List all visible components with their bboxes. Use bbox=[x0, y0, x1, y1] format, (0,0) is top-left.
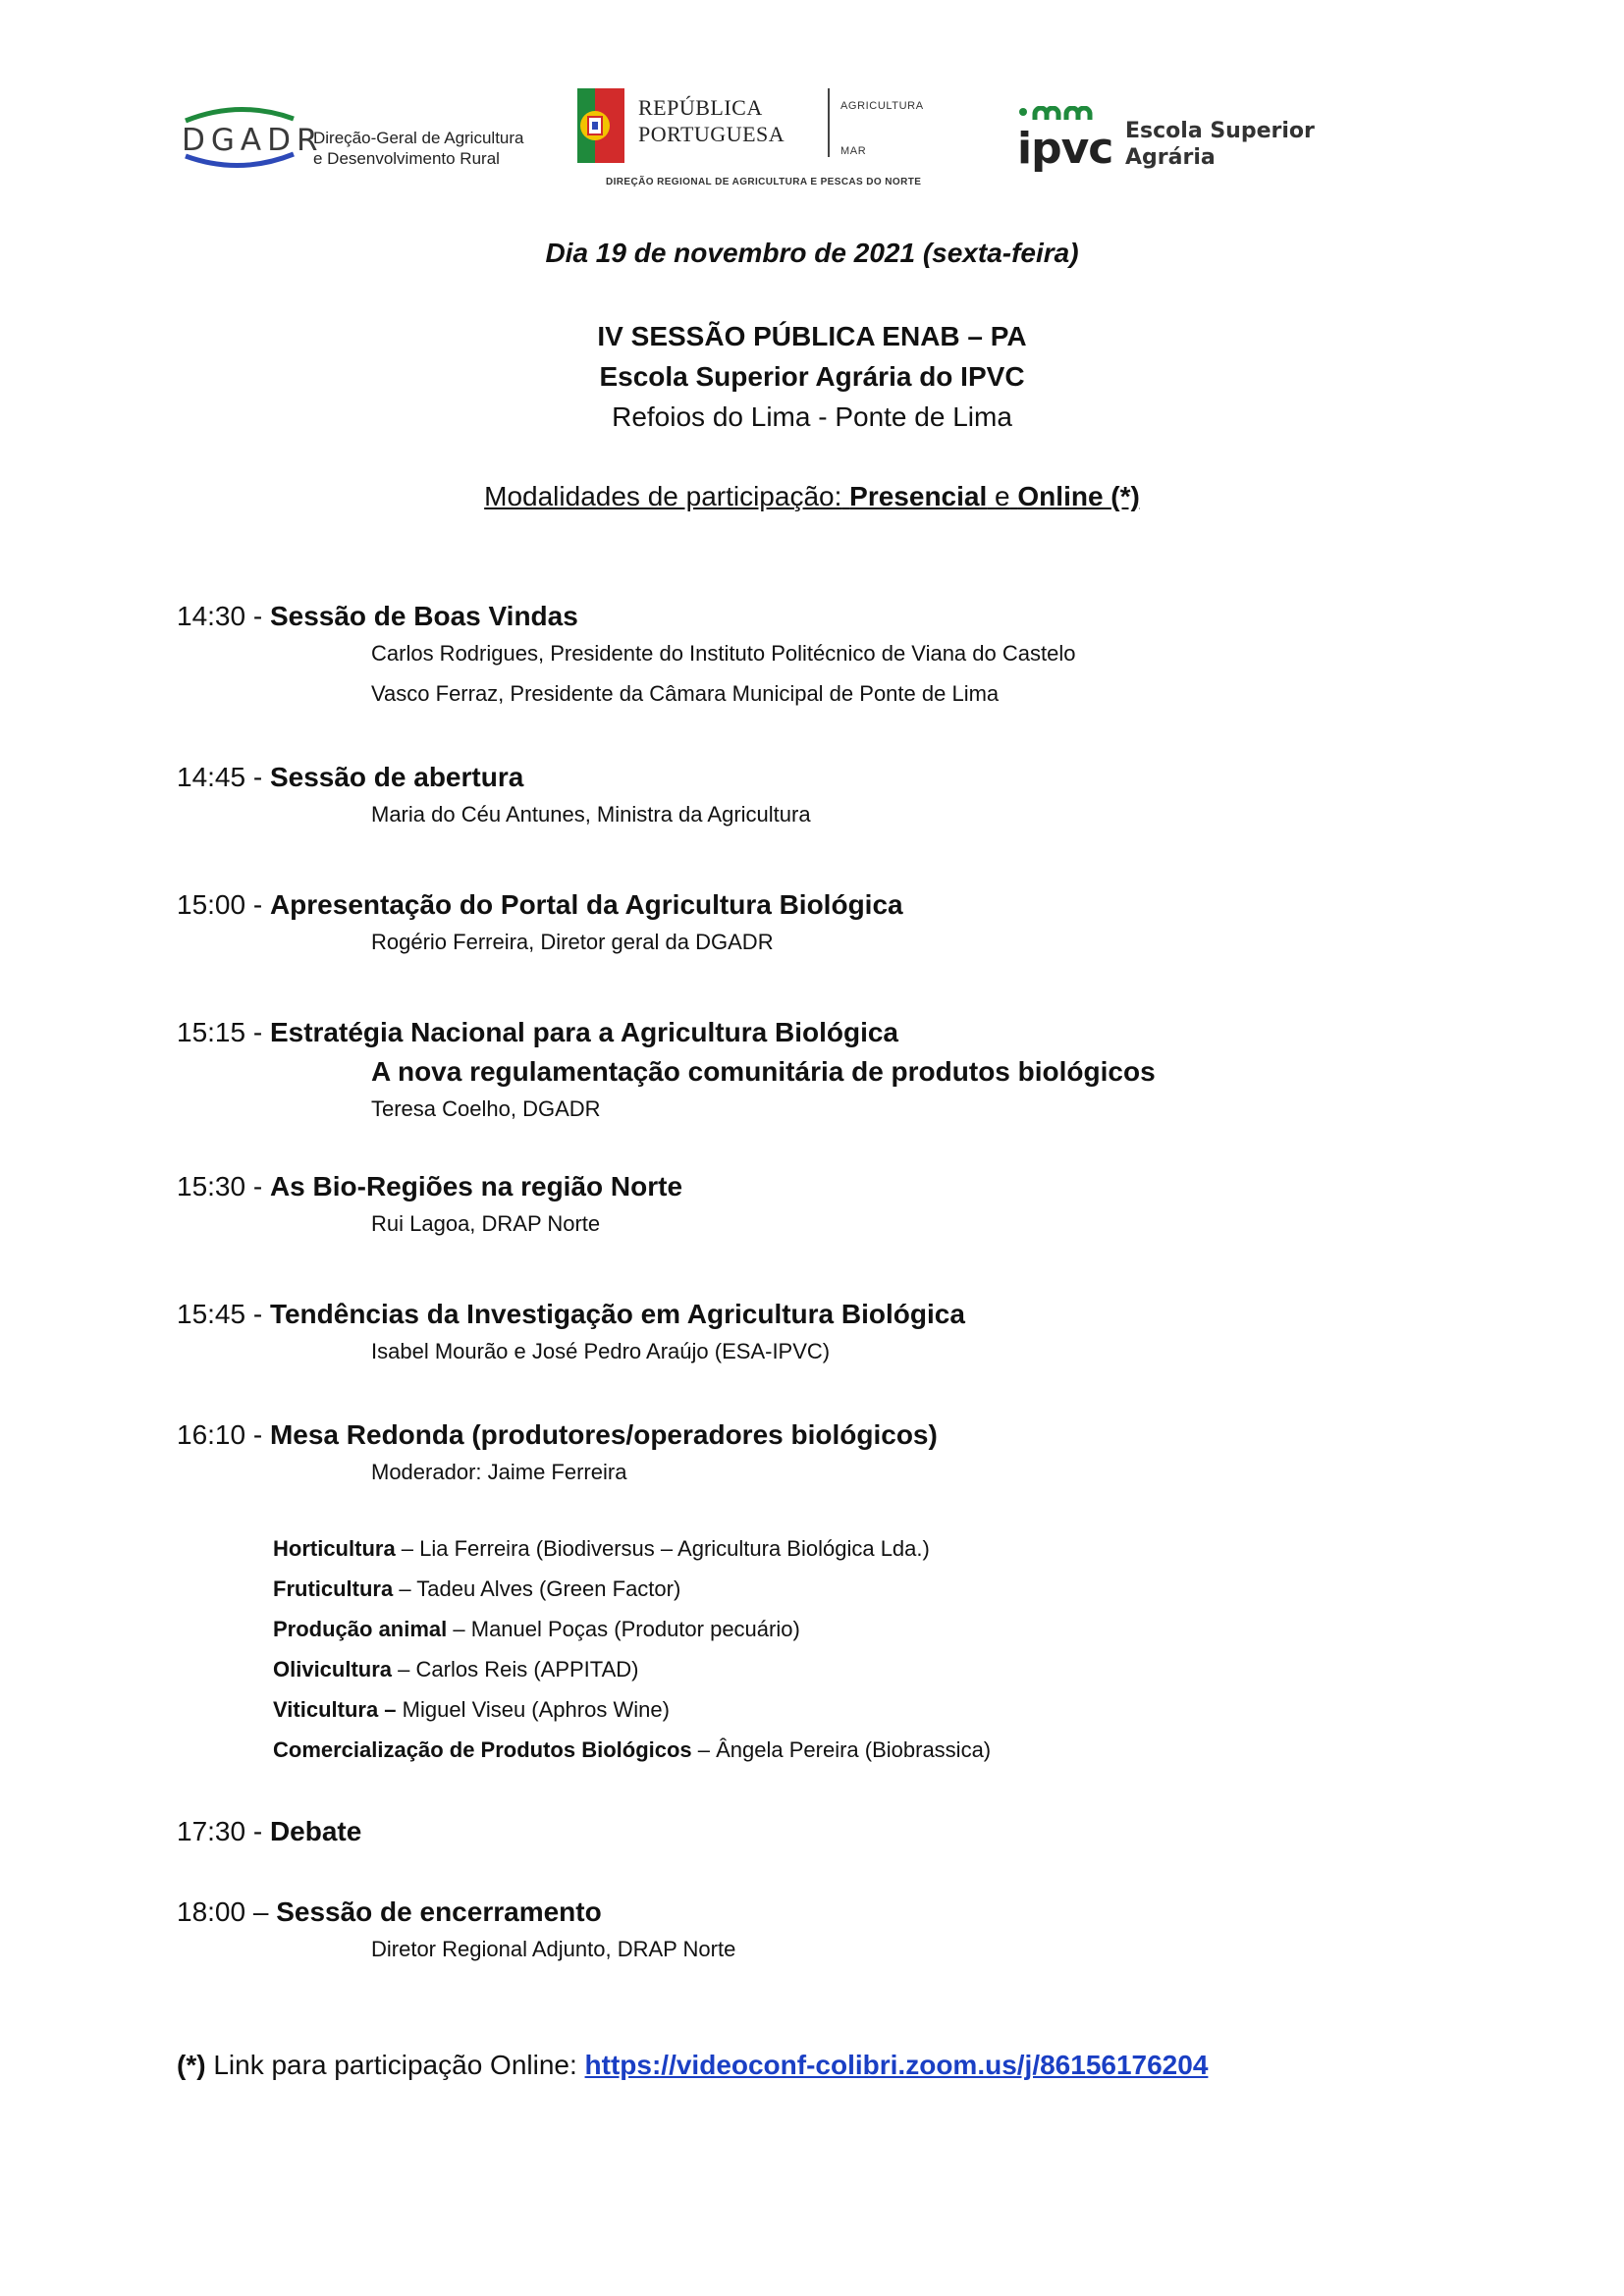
item-time: 14:45 - bbox=[177, 762, 263, 792]
speaker: Diretor Regional Adjunto, DRAP Norte bbox=[371, 1937, 736, 1961]
programme-item bbox=[177, 1017, 898, 1048]
item-title: Sessão de encerramento bbox=[276, 1896, 602, 1927]
panel-participant: – Carlos Reis (APPITAD) bbox=[392, 1657, 639, 1682]
ipvc-line2: Agrária bbox=[1125, 145, 1216, 170]
dgadr-name-line1: Direção-Geral de Agricultura bbox=[313, 129, 524, 147]
panel-sector: Produção animal bbox=[273, 1617, 448, 1641]
panel-sector: Olivicultura bbox=[273, 1657, 393, 1682]
programme-item bbox=[177, 762, 523, 793]
item-time: 18:00 – bbox=[177, 1896, 269, 1927]
panel-sector: Fruticultura bbox=[273, 1576, 394, 1601]
republica-name bbox=[638, 94, 785, 147]
item-time: 15:30 - bbox=[177, 1171, 263, 1201]
footnote-text: Link para participação Online: bbox=[205, 2050, 585, 2080]
programme-item bbox=[177, 1816, 361, 1847]
item-time: 14:30 - bbox=[177, 601, 263, 631]
panel-participant: – Manuel Poças (Produtor pecuário) bbox=[447, 1617, 800, 1641]
modality-presencial: Presencial bbox=[849, 481, 988, 511]
programme-item bbox=[177, 1419, 938, 1451]
republica-line2: PORTUGUESA bbox=[638, 122, 785, 146]
event-date: Dia 19 de novembro de 2021 (sexta-feira) bbox=[545, 238, 1079, 268]
item-time: 15:15 - bbox=[177, 1017, 263, 1047]
speaker: Vasco Ferraz, Presidente da Câmara Municipal de Ponte de Lima bbox=[371, 681, 1000, 706]
item-time: 17:30 - bbox=[177, 1816, 263, 1846]
location: Refoios do Lima - Ponte de Lima bbox=[612, 401, 1012, 432]
panel-entry bbox=[273, 1617, 800, 1642]
panel-entry bbox=[273, 1576, 680, 1602]
divider bbox=[828, 88, 830, 157]
panel-participant: – Lia Ferreira (Biodiversus – Agricultura Biológica Lda.) bbox=[395, 1536, 930, 1561]
programme-item bbox=[177, 1299, 965, 1330]
ministry-mar: MAR bbox=[840, 145, 867, 157]
item-title: As Bio-Regiões na região Norte bbox=[269, 1171, 683, 1201]
speaker: Isabel Mourão e José Pedro Araújo (ESA-IPVC) bbox=[371, 1339, 831, 1363]
dgadr-name bbox=[313, 128, 523, 169]
dgadr-name-line2: e Desenvolvimento Rural bbox=[313, 149, 500, 168]
ipvc-logo bbox=[1017, 106, 1315, 185]
moderator: Moderador: Jaime Ferreira bbox=[371, 1460, 627, 1484]
panel-participant: – Ângela Pereira (Biobrassica) bbox=[691, 1737, 992, 1762]
online-link-note bbox=[177, 2050, 1208, 2081]
participation-modalities bbox=[0, 481, 1624, 512]
venue: Escola Superior Agrária do IPVC bbox=[599, 361, 1025, 392]
item-title: Sessão de Boas Vindas bbox=[269, 601, 578, 631]
speaker: Teresa Coelho, DGADR bbox=[371, 1096, 601, 1121]
ministry-agricultura: AGRICULTURA bbox=[840, 100, 924, 112]
programme-item bbox=[177, 1171, 682, 1202]
ipvc-school-name bbox=[1125, 118, 1315, 171]
panel-participant: Miguel Viseu (Aphros Wine) bbox=[396, 1697, 670, 1722]
panel-participant: – Tadeu Alves (Green Factor) bbox=[393, 1576, 681, 1601]
item-title: Estratégia Nacional para a Agricultura Biológica bbox=[269, 1017, 898, 1047]
programme-item bbox=[177, 1896, 602, 1928]
panel-entry bbox=[273, 1697, 670, 1723]
item-title-continued: A nova regulamentação comunitária de produtos biológicos bbox=[371, 1056, 1156, 1087]
programme-item bbox=[177, 601, 578, 632]
item-time: 15:00 - bbox=[177, 889, 263, 920]
ipvc-wordmark: ipvc bbox=[1017, 124, 1113, 174]
speaker: Rogério Ferreira, Diretor geral da DGADR bbox=[371, 930, 774, 954]
ipvc-line1: Escola Superior bbox=[1125, 119, 1315, 143]
dgadr-letters: DGADR bbox=[182, 123, 324, 158]
republica-line1: REPÚBLICA bbox=[638, 95, 763, 120]
panel-entry bbox=[273, 1536, 930, 1562]
modalities-prefix: Modalidades de participação: bbox=[484, 481, 842, 511]
footnote-marker: (*) bbox=[177, 2050, 206, 2080]
speaker: Rui Lagoa, DRAP Norte bbox=[371, 1211, 601, 1236]
item-title: Apresentação do Portal da Agricultura Biológica bbox=[269, 889, 903, 920]
item-time: 16:10 - bbox=[177, 1419, 263, 1450]
panel-sector: Horticultura bbox=[273, 1536, 396, 1561]
drap-norte-subtitle: DIREÇÃO REGIONAL DE AGRICULTURA E PESCAS DO NORTE bbox=[606, 177, 922, 187]
republica-portuguesa-logo bbox=[577, 86, 931, 192]
item-title: Tendências da Investigação em Agricultura Biológica bbox=[269, 1299, 965, 1329]
panel-entry bbox=[273, 1737, 991, 1763]
speaker: Maria do Céu Antunes, Ministra da Agricultura bbox=[371, 802, 811, 827]
speaker: Carlos Rodrigues, Presidente do Instituto Politécnico de Viana do Castelo bbox=[371, 641, 1076, 666]
modality-online: Online (*) bbox=[1017, 481, 1140, 511]
panel-sector: Comercialização de Produtos Biológicos bbox=[273, 1737, 692, 1762]
portugal-emblem-icon bbox=[577, 86, 624, 165]
zoom-link[interactable]: https://videoconf-colibri.zoom.us/j/86156176204 bbox=[584, 2050, 1209, 2080]
item-title: Debate bbox=[269, 1816, 362, 1846]
panel-entry bbox=[273, 1657, 638, 1682]
dgadr-logo bbox=[180, 103, 533, 172]
item-time: 15:45 - bbox=[177, 1299, 263, 1329]
session-title: IV SESSÃO PÚBLICA ENAB – PA bbox=[597, 321, 1027, 351]
programme-item bbox=[177, 889, 903, 921]
panel-sector: Viticultura – bbox=[273, 1697, 397, 1722]
header-logos bbox=[0, 79, 1624, 196]
item-title: Mesa Redonda (produtores/operadores biológicos) bbox=[269, 1419, 938, 1450]
modalities-e: e bbox=[995, 481, 1010, 511]
item-title: Sessão de abertura bbox=[269, 762, 524, 792]
